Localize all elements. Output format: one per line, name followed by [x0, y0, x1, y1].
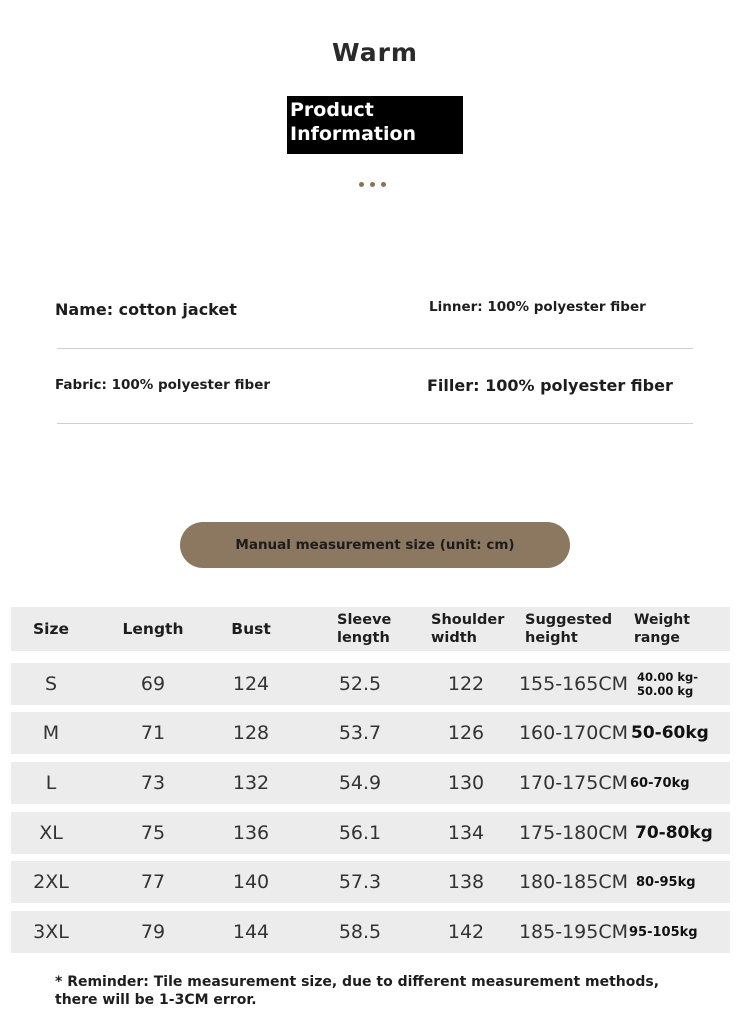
cell-shoulder: 122 [447, 673, 485, 695]
cell-length: 73 [140, 772, 166, 794]
dot-icon [370, 182, 375, 187]
header-sleeve-line-2: length [337, 630, 390, 646]
cell-length: 71 [140, 722, 166, 744]
header-height-line-2: height [525, 630, 578, 646]
cell-size: S [44, 673, 58, 695]
cell-bust: 124 [232, 673, 270, 695]
cell-bust: 144 [232, 921, 270, 943]
cell-sleeve: 56.1 [338, 822, 382, 844]
dot-icon [359, 182, 364, 187]
table-row [11, 861, 730, 903]
badge-line-1: Product [290, 99, 374, 121]
table-row [11, 762, 730, 804]
header-size: Size [32, 620, 69, 638]
cell-size: 3XL [33, 921, 69, 943]
cell-shoulder: 138 [447, 871, 485, 893]
header-sleeve-line-1: Sleeve [337, 612, 392, 628]
cell-bust: 132 [232, 772, 270, 794]
divider [57, 348, 693, 349]
cell-weight: 60-70kg [630, 775, 690, 791]
table-row [11, 712, 730, 754]
cell-length: 75 [140, 822, 166, 844]
info-liner: Linner: 100% polyester fiber [429, 299, 646, 315]
cell-sleeve: 58.5 [338, 921, 382, 943]
cell-size: XL [39, 822, 63, 844]
cell-height: 155-165CM [518, 673, 629, 695]
cell-sleeve: 57.3 [338, 871, 382, 893]
page-title: Warm [332, 38, 418, 67]
cell-length: 79 [140, 921, 166, 943]
measurement-label-pill: Manual measurement size (unit: cm) [180, 522, 570, 568]
cell-shoulder: 130 [447, 772, 485, 794]
cell-shoulder: 134 [447, 822, 485, 844]
cell-bust: 140 [232, 871, 270, 893]
header-suggested-height [525, 607, 640, 651]
info-fabric: Fabric: 100% polyester fiber [55, 377, 271, 393]
header-shoulder-line-1: Shoulder [431, 612, 505, 628]
cell-height: 160-170CM [518, 722, 629, 744]
cell-height: 185-195CM [518, 921, 629, 943]
dots-divider [359, 182, 386, 187]
divider [57, 423, 693, 424]
dot-icon [381, 182, 386, 187]
product-information-badge [287, 96, 463, 154]
table-row [11, 812, 730, 854]
header-height-line-1: Suggested [525, 612, 613, 628]
cell-size: L [45, 772, 57, 794]
table-row [11, 663, 730, 705]
cell-length: 77 [140, 871, 166, 893]
cell-size: M [42, 722, 60, 744]
cell-sleeve: 52.5 [338, 673, 382, 695]
cell-height: 170-175CM [518, 772, 629, 794]
header-length: Length [122, 620, 184, 638]
cell-size: 2XL [33, 871, 69, 893]
cell-sleeve: 53.7 [338, 722, 382, 744]
header-sleeve-length [337, 607, 417, 651]
header-shoulder-width [431, 607, 511, 651]
cell-shoulder: 126 [447, 722, 485, 744]
cell-sleeve: 54.9 [338, 772, 382, 794]
cell-weight: 40.00 kg-50.00 kg [637, 670, 699, 698]
cell-weight: 50-60kg [631, 723, 709, 743]
table-header-row [11, 607, 730, 651]
cell-weight: 95-105kg [629, 924, 698, 940]
cell-height: 175-180CM [518, 822, 629, 844]
header-weight-range: Weight range [634, 612, 690, 646]
cell-bust: 136 [232, 822, 270, 844]
info-name: Name: cotton jacket [55, 300, 237, 319]
table-row [11, 911, 730, 953]
cell-height: 180-185CM [518, 871, 629, 893]
cell-weight: 80-95kg [636, 874, 696, 890]
header-shoulder-line-2: width [431, 630, 477, 646]
badge-line-2: Information [290, 123, 417, 145]
header-bust: Bust [231, 620, 271, 638]
cell-bust: 128 [232, 722, 270, 744]
reminder-note: * Reminder: Tile measurement size, due to different measurement methods, there will be 1-3CM error. [55, 974, 660, 1008]
cell-shoulder: 142 [447, 921, 485, 943]
cell-length: 69 [140, 673, 166, 695]
cell-weight: 70-80kg [635, 823, 713, 843]
info-filler: Filler: 100% polyester fiber [427, 376, 673, 395]
